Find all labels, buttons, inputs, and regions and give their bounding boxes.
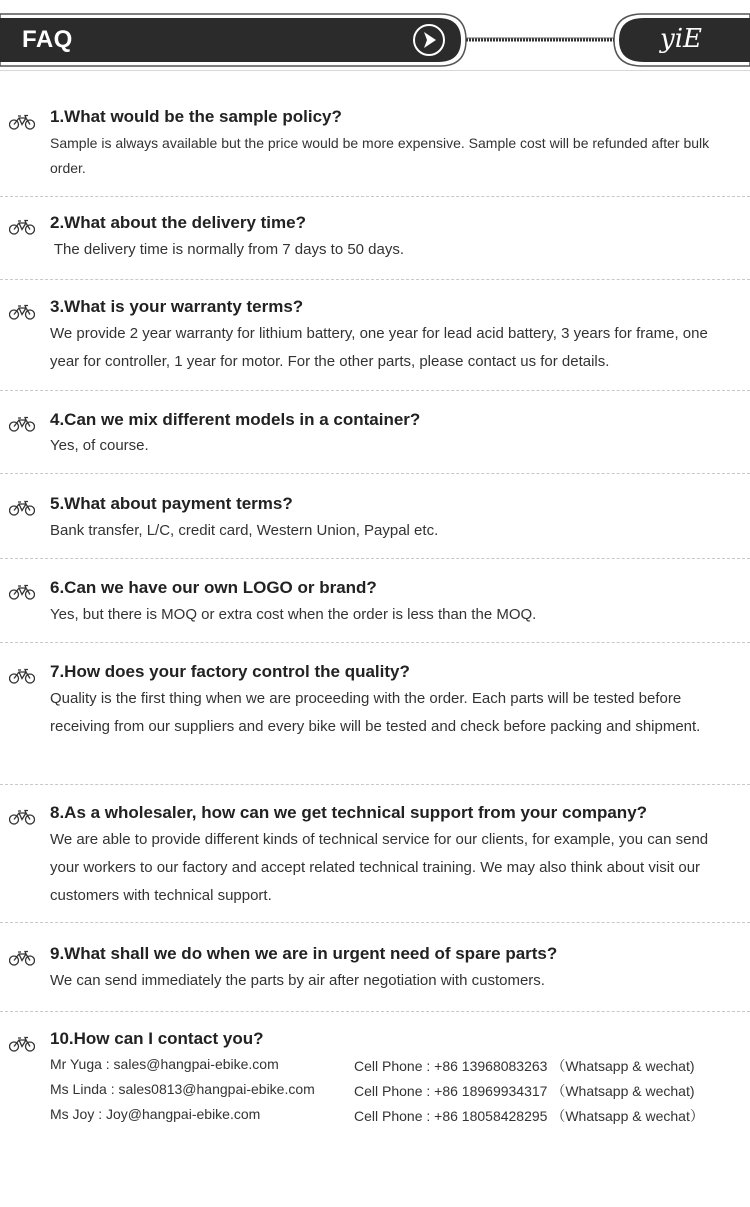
divider: [0, 1011, 750, 1012]
divider: [0, 642, 750, 643]
bicycle-icon: [9, 304, 35, 320]
contact-phone: Cell Phone : +86 13968083263 （Whatsapp & wechat): [354, 1058, 695, 1074]
bicycle-icon: [9, 1036, 35, 1052]
bicycle-icon: [9, 416, 35, 432]
contact-name-email: Ms Joy : Joy@hangpai-ebike.com: [50, 1106, 261, 1122]
contact-name-email: Ms Linda : sales0813@hangpai-ebike.com: [50, 1081, 315, 1097]
contact-phone: Cell Phone : +86 18058428295 （Whatsapp & wechat）: [354, 1108, 704, 1124]
faq-answer: We are able to provide different kinds of technical service for our clients, for example, you can send your workers to our factory and accept related technical training. We may also think about visit our customers with technical support.: [50, 831, 709, 904]
bicycle-icon: [9, 500, 35, 516]
divider: [0, 922, 750, 923]
divider: [0, 196, 750, 197]
brand-logo: yiE: [660, 24, 702, 54]
faq-answer: Yes, of course.: [50, 437, 149, 454]
header-banner: [0, 0, 750, 70]
faq-question: 8.As a wholesaler, how can we get technical support from your company?: [50, 803, 648, 822]
divider: [0, 390, 750, 391]
faq-question: 5.What about payment terms?: [50, 494, 293, 513]
contact-row: [50, 1056, 695, 1074]
faq-answer: Bank transfer, L/C, credit card, Western Union, Paypal etc.: [50, 522, 439, 539]
faq-answer: We provide 2 year warranty for lithium battery, one year for lead acid battery, 3 years for frame, one year for controller, 1 year for motor. For the other parts, please contact us for details.: [50, 325, 708, 370]
divider: [0, 473, 750, 474]
faq-answer: The delivery time is normally from 7 days to 50 days.: [50, 241, 405, 258]
divider: [0, 279, 750, 280]
contact-name-email: Mr Yuga : sales@hangpai-ebike.com: [50, 1056, 279, 1072]
faq-answer: We can send immediately the parts by air after negotiation with customers.: [50, 972, 545, 989]
faq-answer: Quality is the first thing when we are proceeding with the order. Each parts will be tested before receiving from our suppliers and every bike will be tested and check before packing and shipment.: [50, 690, 701, 735]
faq-header: [0, 0, 750, 70]
faq-answer: Sample is always available but the price would be more expensive. Sample cost will be refunded after bulk order.: [50, 135, 710, 176]
bicycle-icon: [9, 668, 35, 684]
faq-question: 1.What would be the sample policy?: [50, 107, 342, 126]
faq-question: 7.How does your factory control the quality?: [50, 662, 410, 681]
contact-phone: Cell Phone : +86 18969934317 （Whatsapp & wechat): [354, 1083, 695, 1099]
arrow-right-circle-icon: [412, 23, 446, 57]
divider: [0, 558, 750, 559]
faq-question: 10.How can I contact you?: [50, 1029, 264, 1048]
bicycle-icon: [9, 114, 35, 130]
faq-question: 3.What is your warranty terms?: [50, 297, 304, 316]
faq-question: 9.What shall we do when we are in urgent need of spare parts?: [50, 944, 558, 963]
contact-row: [50, 1106, 704, 1124]
bicycle-icon: [9, 950, 35, 966]
bicycle-icon: [9, 584, 35, 600]
contact-row: [50, 1081, 695, 1099]
bicycle-icon: [9, 809, 35, 825]
faq-question: 2.What about the delivery time?: [50, 213, 306, 232]
faq-answer: Yes, but there is MOQ or extra cost when the order is less than the MOQ.: [50, 606, 537, 623]
page-title: FAQ: [22, 26, 73, 53]
bicycle-icon: [9, 219, 35, 235]
header-divider: [0, 70, 750, 71]
faq-question: 6.Can we have our own LOGO or brand?: [50, 578, 377, 597]
faq-question: 4.Can we mix different models in a container?: [50, 410, 421, 429]
divider: [0, 784, 750, 785]
